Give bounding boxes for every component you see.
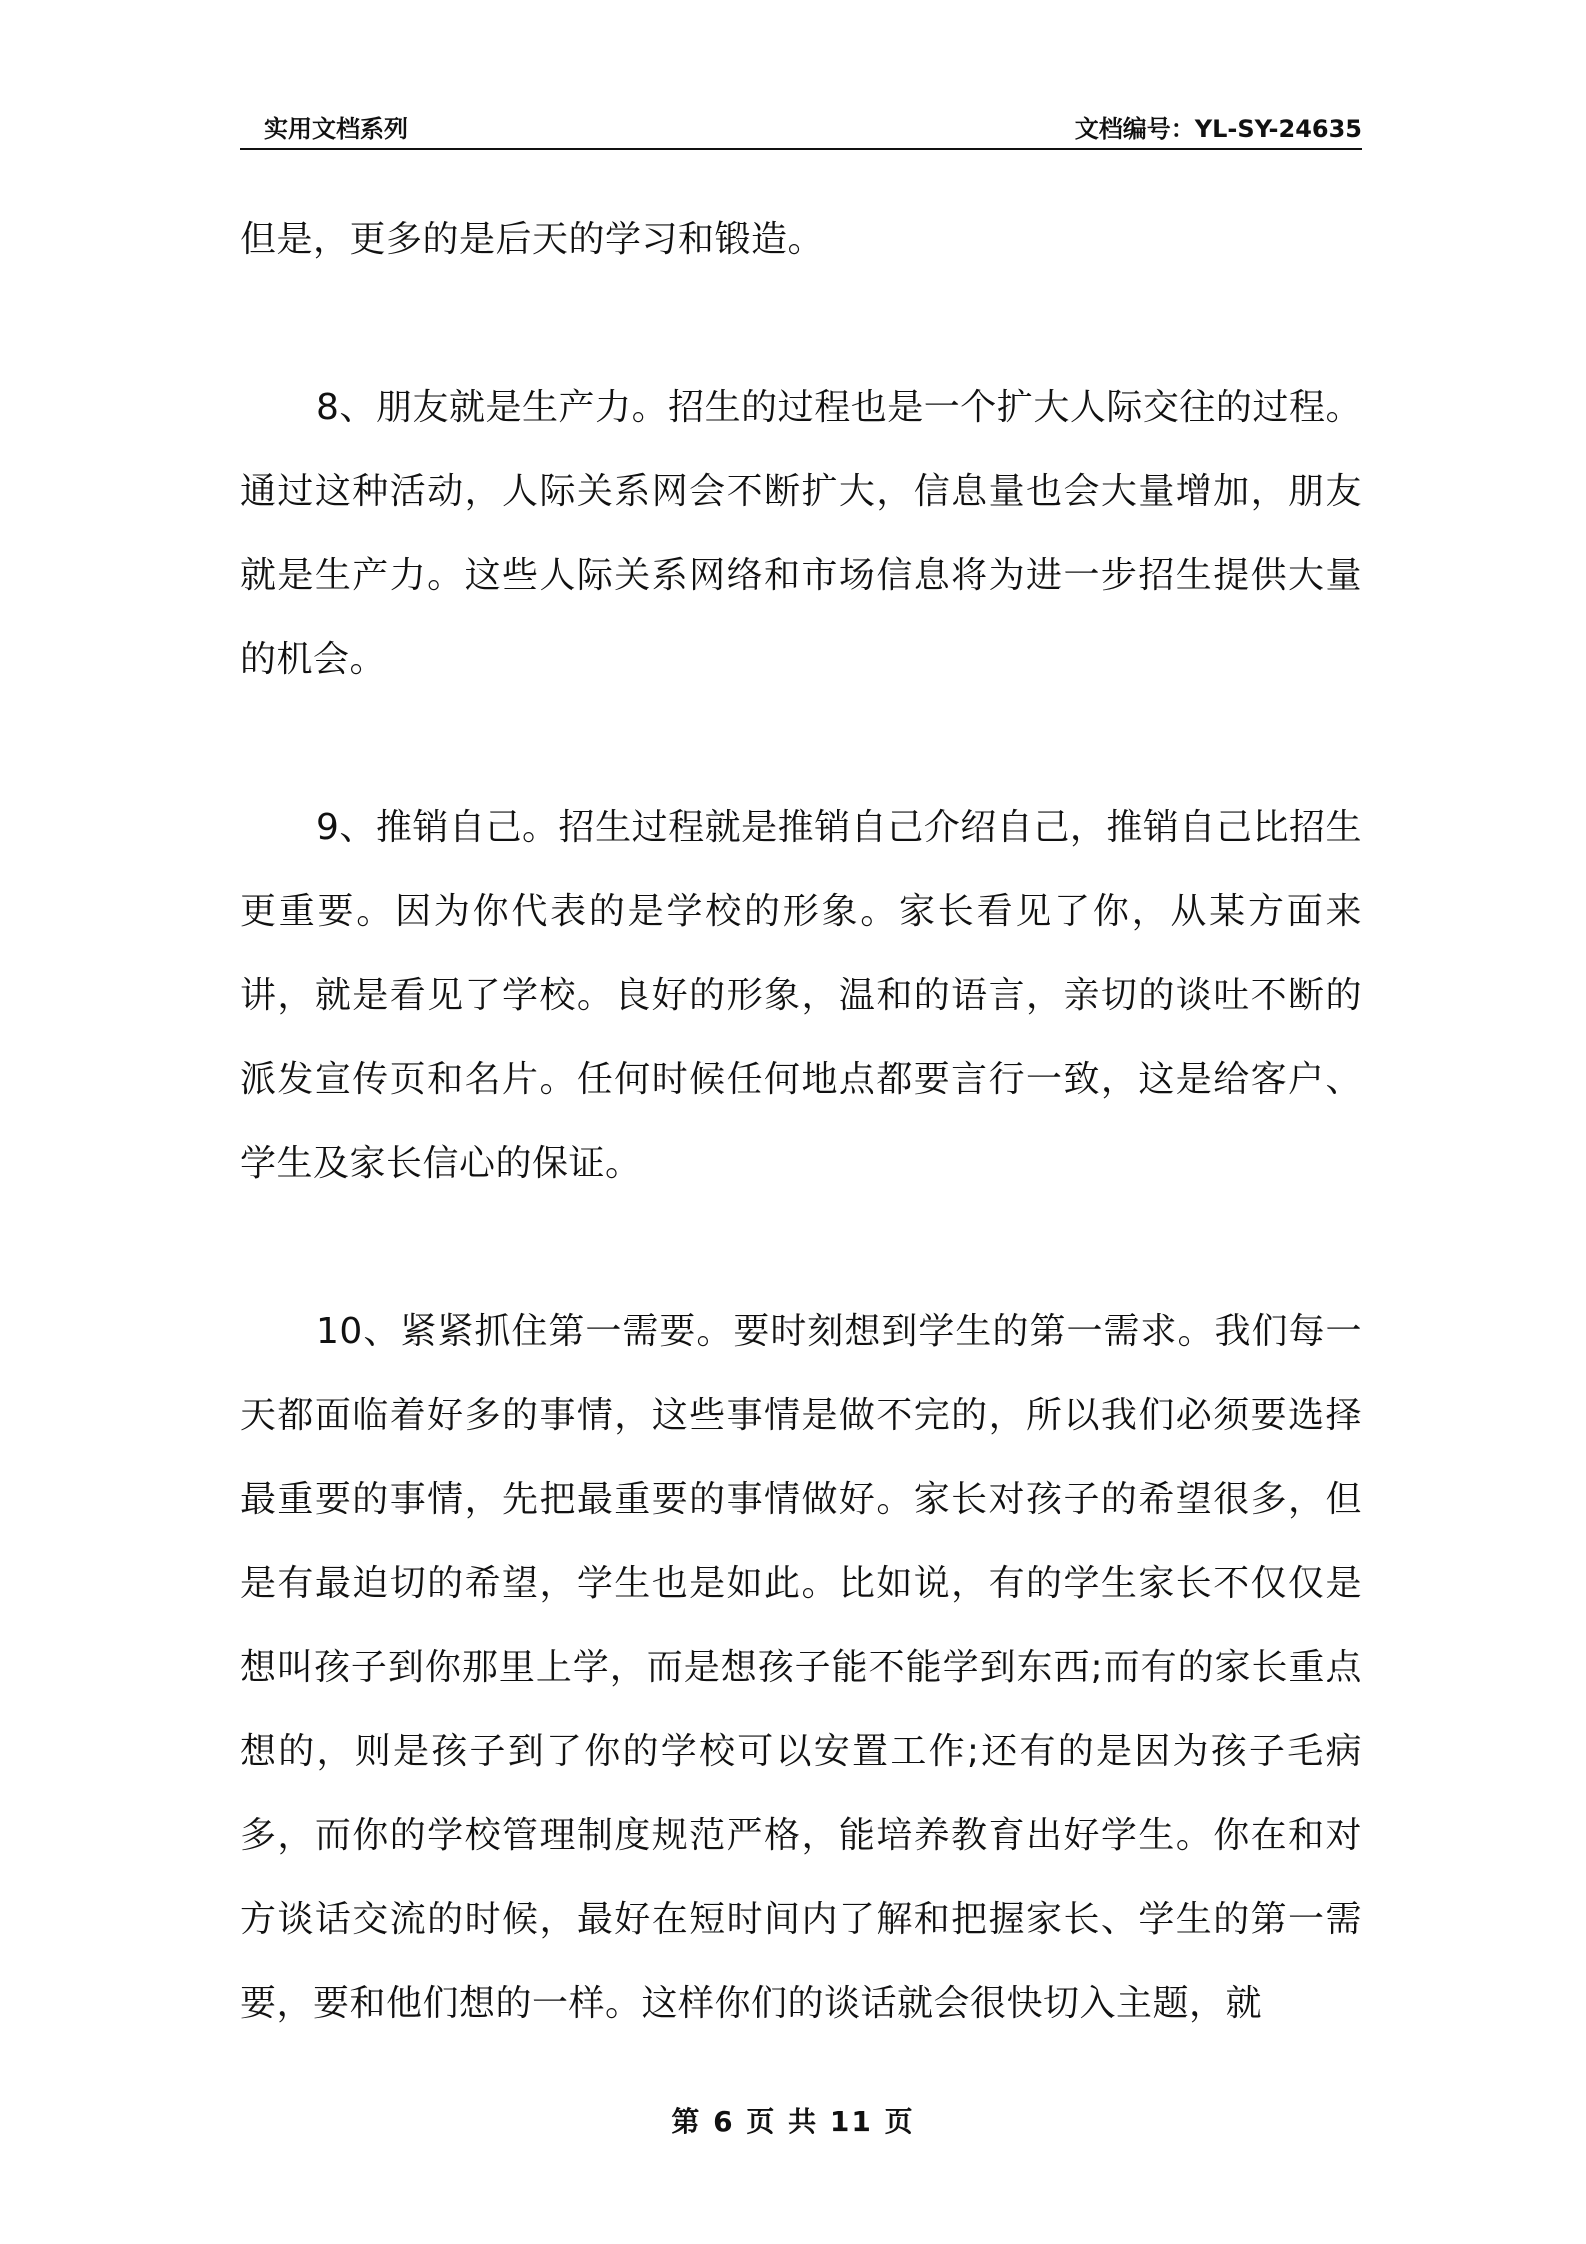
paragraph-item-9: 9、推销自己。招生过程就是推销自己介绍自己，推销自己比招生更重要。因为你代表的是学校的形象。家长看见了你，从某方面来讲，就是看见了学校。良好的形象，温和的语言，亲切的谈吐不断的派发宣传页和名片。任何时候任何地点都要言行一致，这是给客户、学生及家长信心的保证。 [240, 807, 1362, 1184]
header-series-title: 实用文档系列 [264, 115, 408, 143]
page-header [240, 112, 1362, 150]
paragraph-item-10: 10、紧紧抓住第一需要。要时刻想到学生的第一需求。我们每一天都面临着好多的事情，这些事情是做不完的，所以我们必须要选择最重要的事情，先把最重要的事情做好。家长对孩子的希望很多，但是有最迫切的希望，学生也是如此。比如说，有的学生家长不仅仅是想叫孩子到你那里上学，而是想孩子能不能学到东西;而有的家长重点想的，则是孩子到了你的学校可以安置工作;还有的是因为孩子毛病多，而你的学校管理制度规范严格，能培养教育出好学生。你在和对方谈话交流的时候，最好在短时间内了解和把握家长、学生的第一需要，要和他们想的一样。这样你们的谈话就会很快切入主题，就 [240, 1311, 1362, 2024]
document-body [240, 198, 1362, 2046]
header-document-number: 文档编号：YL-SY-24635 [1074, 115, 1362, 143]
page-footer-page-number: 第 6 页 共 11 页 [671, 2105, 915, 2138]
paragraph-continuation: 但是，更多的是后天的学习和锻造。 [240, 219, 825, 260]
paragraph-item-8: 8、朋友就是生产力。招生的过程也是一个扩大人际交往的过程。通过这种活动，人际关系网会不断扩大，信息量也会大量增加，朋友就是生产力。这些人际关系网络和市场信息将为进一步招生提供大量的机会。 [240, 387, 1362, 680]
